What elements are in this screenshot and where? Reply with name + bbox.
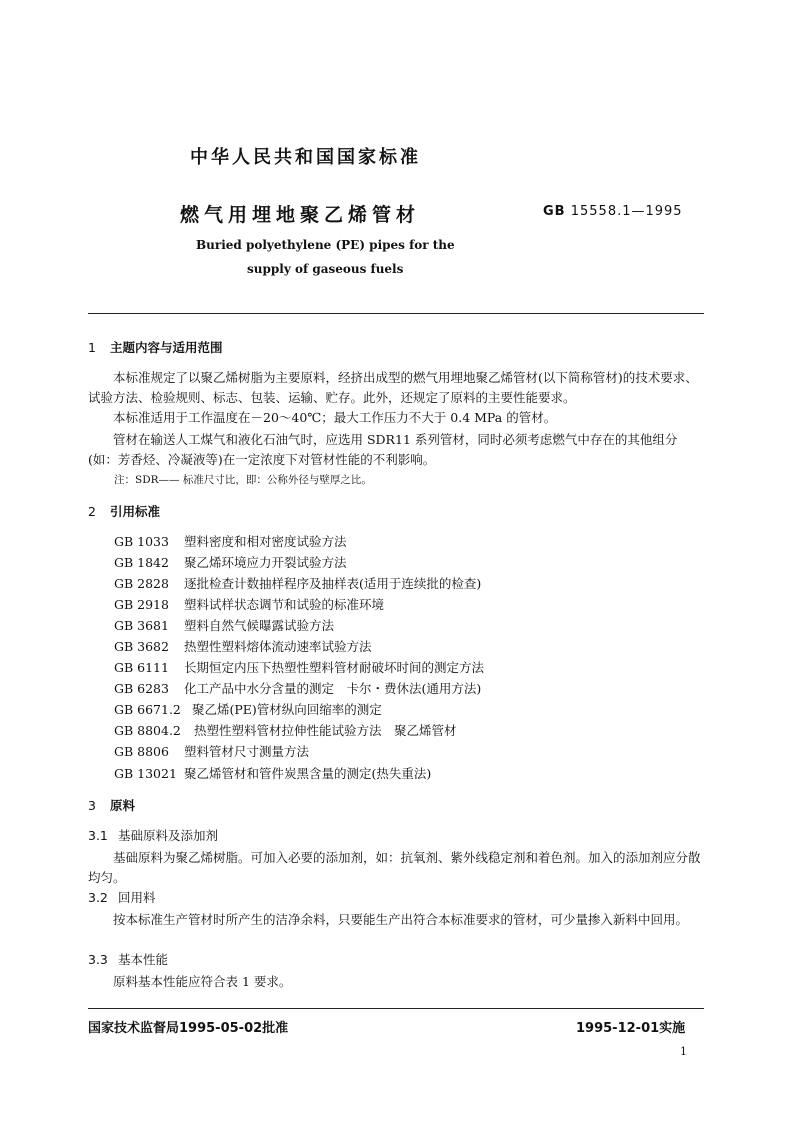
reference-item: GB 1842 聚乙烯环境应力开裂试验方法 (114, 555, 347, 570)
reference-item: GB 8804.2 热塑性塑料管材拉伸性能试验方法 聚乙烯管材 (114, 723, 457, 738)
section-1-paragraph-2: 本标准适用于工作温度在－20～40℃；最大工作压力不大于 0.4 MPa 的管材。 (113, 410, 557, 425)
subsection-3-3-text: 原料基本性能应符合表 1 要求。 (113, 974, 292, 989)
section-number: 1 (88, 340, 96, 355)
reference-item: GB 2828 逐批检查计数抽样程序及抽样表(适用于连续批的检查) (114, 576, 482, 591)
subsection-3-3-heading: 3.3 基本性能 (88, 952, 169, 967)
section-1-paragraph-3: 管材在输送人工煤气和液化石油气时，应选用 SDR11 系列管材，同时必须考虑燃气中存在的其他组分(如：芳香烃、冷凝液等)在一定浓度下对管材性能的不利影响。 (88, 432, 678, 467)
reference-item: GB 3682 热塑性塑料熔体流动速率试验方法 (114, 639, 372, 654)
subsection-3-1-text: 基础原料为聚乙烯树脂。可加入必要的添加剂，如：抗氧剂、紫外线稳定剂和着色剂。加入的添加剂应分散均匀。 (88, 850, 701, 885)
section-1-paragraph-1: 本标准规定了以聚乙烯树脂为主要原料，经挤出成型的燃气用埋地聚乙烯管材(以下简称管材)的技术要求、试验方法、检验规则、标志、包装、运输、贮存。此外，还规定了原料的主要性能要求。 (88, 370, 698, 405)
reference-item: GB 3681 塑料自然气候曝露试验方法 (114, 618, 335, 633)
section-number: 2 (88, 504, 96, 519)
document-title: 燃气用埋地聚乙烯管材 (180, 204, 421, 226)
gb-prefix: GB (543, 204, 566, 219)
reference-item: GB 6111 长期恒定内压下热塑性塑料管材耐破坏时间的测定方法 (114, 660, 485, 675)
section-3-heading (88, 796, 135, 814)
effective-date: 1995-12-01实施 (576, 1021, 686, 1036)
subsection-3-2-text: 按本标准生产管材时所产生的洁净余料，只要能生产出符合本标准要求的管材，可少量掺入新料中回用。 (113, 912, 689, 927)
reference-item: GB 6671.2 聚乙烯(PE)管材纵向回缩率的测定 (114, 702, 382, 717)
section-title: 原料 (110, 798, 136, 813)
reference-item: GB 8806 塑料管材尺寸测量方法 (114, 744, 310, 759)
section-2-heading (88, 502, 160, 520)
page-number: 1 (680, 1045, 687, 1058)
approval-date: 国家技术监督局1995-05-02批准 (88, 1021, 289, 1036)
section-title: 引用标准 (110, 504, 161, 519)
subsection-3-1-heading: 3.1 基础原料及添加剂 (88, 828, 219, 843)
reference-item: GB 2918 塑料试样状态调节和试验的标准环境 (114, 597, 385, 612)
reference-item: GB 13021 聚乙烯管材和管件炭黑含量的测定(热失重法) (114, 766, 432, 781)
subsection-3-2-heading: 3.2 回用料 (88, 890, 156, 905)
footer-rule (88, 1008, 704, 1009)
issuer-heading: 中华人民共和国国家标准 (190, 147, 421, 168)
reference-item: GB 6283 化工产品中水分含量的测定 卡尔・费休法(通用方法) (114, 681, 482, 696)
section-1-heading (88, 338, 223, 356)
english-title-line1: Buried polyethylene (PE) pipes for the (196, 238, 455, 252)
section-number: 3 (88, 798, 96, 813)
section-title: 主题内容与适用范围 (110, 340, 223, 355)
header-rule (88, 313, 704, 314)
section-1-note: 注：SDR—— 标准尺寸比，即：公称外径与壁厚之比。 (114, 474, 372, 486)
standard-number (543, 204, 683, 219)
gb-number: 15558.1—1995 (570, 204, 683, 219)
english-title-line2: supply of gaseous fuels (247, 262, 404, 276)
reference-item: GB 1033 塑料密度和相对密度试验方法 (114, 534, 347, 549)
